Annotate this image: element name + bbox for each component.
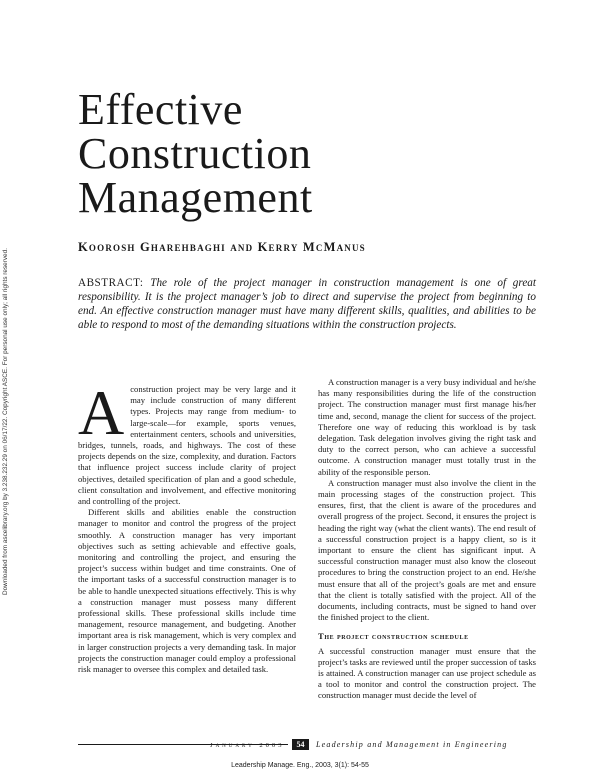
drop-cap: A — [78, 377, 125, 448]
title-line-1: Effective — [78, 85, 243, 134]
abstract — [78, 276, 536, 332]
intro-text: construction project may be very large and it may include construction of many different types. Projects may range from medium- to large-scale—for example, sports venues, entertainment centers, schools and universities, bridges, tunnels, roads, and highways. The cost of these projects depends on the size, complexity, and duration. Factors that influence project success include clarity of project objectives, detailed specification of plan and a good schedule, client consultation and involvement, and effective monitoring and controlling of the project. — [78, 384, 296, 507]
download-notice: Downloaded from ascelibrary.org by 3.238.232.29 on 06/17/22. Copyright ASCE. For personal use only; all rights reserved. — [2, 248, 9, 595]
title-line-3: Management — [78, 173, 313, 222]
page-number: 54 — [292, 739, 309, 750]
left-column — [78, 377, 296, 675]
right-column — [318, 377, 536, 702]
authors: Koorosh Gharehbaghi and Kerry McManus — [78, 240, 366, 254]
body-paragraph: A construction manager is a very busy individual and he/she has many responsibilities during the life of the construction project. The construction manager must first manage his/her time and, second, manage the client for success of the project. Therefore one way of reducing this workload is by task delegation. Task delegation involves giving the right task and duty to the correct person, who can achieve a successful outcome. A construction manager must totally trust in the ability of the responsible person. — [318, 377, 536, 477]
abstract-text: The role of the project manager in construction management is one of great responsibility. It is the project manager’s job to direct and supervise the project from beginning to end. An effective construction manager must have many different skills, qualities, and abilities to be able to respond to most of the demanding situations within the construction projects. — [78, 277, 537, 331]
body-paragraph: Different skills and abilities enable the construction manager to monitor and control the progress of the project smoothly. A construction manager has very important objectives such as setting achievable and effective goals, monitoring and controlling the project, and ensuring the project’s success within budget and time constraints. One of the important tasks of a successful construction manager is to be able to handle unexpected situations effectively. This is why a construction manager must possess many different professional skills. These professional skills include time management, resource management, and budgeting. Another important area is risk management, which is very complex and in larger construction projects a very demanding task. In major projects the construction manager could employ a professional risk manager to oversee this complex and detailed task. — [78, 507, 296, 675]
citation: Leadership Manage. Eng., 2003, 3(1): 54-55 — [231, 762, 369, 769]
section-heading: The project construction schedule — [318, 631, 469, 642]
title-line-2: Construction — [78, 129, 312, 178]
journal-name: Leadership and Management in Engineering — [316, 740, 508, 749]
intro-paragraph — [78, 377, 296, 507]
article-title — [78, 85, 538, 222]
body-paragraph: A construction manager must also involve the client in the main processing stages of the construction project. This ensures, first, that the client is aware of the procedures and overall progress of the project. Second, it ensures the project is heading the right way (what the client wants). The end result of a successful construction project is a happy client, so is it important to ensure the client has significant input. A successful construction manager must also know the closeout procedures to bring the construction project to an end. He/she must ensure that all of the project’s goals are met and ensure that the client is totally satisfied with the project. All of the documents, including contracts, must be signed to hand over the finished project to the client. — [318, 477, 536, 623]
section-paragraph: A successful construction manager must ensure that the project’s tasks are reviewed until the proper succession of tasks is attained. A construction manager can use project schedule as a tool to monitor and control the construction project. The construction manager must decide the level of — [318, 645, 536, 701]
footer-date: January 2003 — [210, 742, 285, 749]
abstract-label: ABSTRACT: — [78, 277, 144, 289]
